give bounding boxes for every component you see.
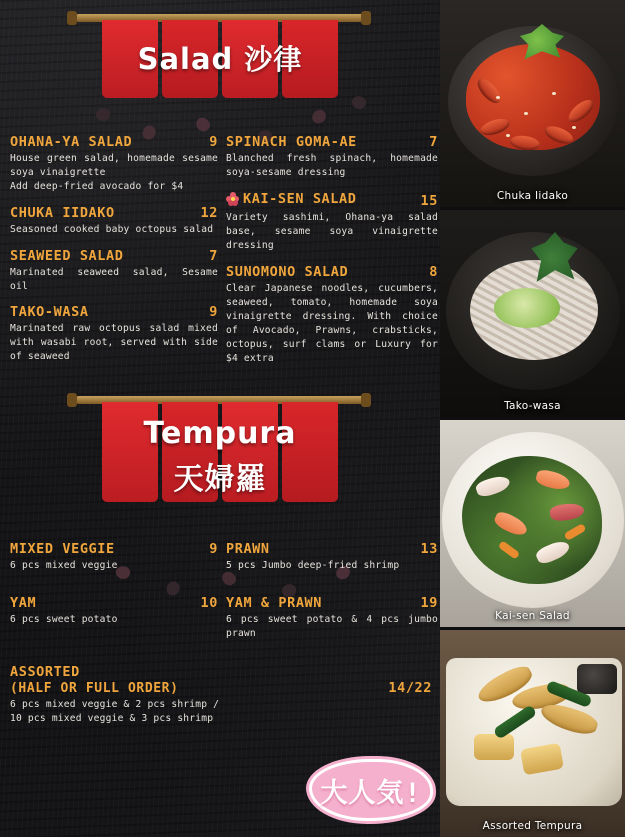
- menu-item-price: 13: [420, 541, 438, 558]
- menu-item-price: 10: [200, 595, 218, 612]
- menu-item-header: [10, 205, 218, 221]
- menu-item-description: Seasoned cooked baby octopus salad: [10, 223, 214, 235]
- banner-panels: [97, 382, 343, 502]
- sesame-seed: [572, 126, 576, 129]
- tempura-items-grid: [0, 537, 440, 652]
- menu-item-desc-line2: 10 pcs mixed veggie & 3 pcs shrimp: [10, 713, 214, 725]
- menu-item-description: Blanched fresh spinach, homemade soya-sesame dressing: [226, 153, 438, 178]
- popular-sticker-label: 大人気!: [320, 777, 422, 809]
- tempura-title-cn: 天婦羅: [173, 462, 267, 498]
- salad-section-banner: [97, 0, 343, 128]
- menu-item-prawn[interactable]: [226, 541, 438, 573]
- menu-item-price: 9: [209, 541, 218, 558]
- menu-item-description: 5 pcs Jumbo deep-fried shrimp: [226, 560, 400, 572]
- menu-item-name: SEAWEED SALAD: [10, 247, 124, 264]
- menu-item-header: [226, 264, 438, 280]
- menu-item-sunomono-salad[interactable]: [226, 264, 438, 365]
- sesame-seed: [496, 96, 500, 99]
- menu-item-name: YAM & PRAWN: [226, 595, 323, 612]
- menu-item-name: OHANA-YA SALAD: [10, 134, 133, 150]
- menu-item-description: Clear Japanese noodles, cucumbers, seaweed, tomato, homemade soya vinaigrette dressing. With choice of Avocado, Prawns, crabsticks, octopus, surf clams or Luxury for $4 extra: [226, 283, 438, 364]
- banner-panel: [162, 402, 218, 502]
- menu-item-name: ASSORTED: [10, 664, 80, 681]
- menu-item-price: 12: [200, 204, 218, 221]
- menu-item-name-with-icon: [226, 191, 356, 207]
- salad-column-right: [226, 134, 438, 376]
- menu-item-description: 6 pcs sweet potato & 4 pcs jumbo prawn: [226, 614, 438, 640]
- menu-item-header: [226, 134, 438, 150]
- banner-panel: [102, 20, 158, 98]
- menu-item-yam-and-prawn[interactable]: [226, 595, 438, 641]
- menu-item-description: Marinated raw octopus salad mixed with wasabi root, served with side of seaweed: [10, 323, 218, 363]
- menu-item-name: TAKO-WASA: [10, 304, 89, 321]
- dipping-sauce-bowl: [577, 664, 617, 694]
- menu-item-name-sub: (HALF OR FULL ORDER): [10, 681, 179, 697]
- menu-item-price: 15: [420, 193, 438, 210]
- photo-caption: Chuka Iidako: [496, 190, 569, 202]
- menu-item-description: [10, 698, 432, 726]
- menu-item-header: [10, 134, 218, 150]
- banner-panel: [222, 20, 278, 98]
- menu-item-price: 7: [429, 134, 438, 150]
- menu-item-spinach-goma-ae[interactable]: [226, 134, 438, 180]
- menu-item-name: YAM: [10, 595, 37, 612]
- menu-item-price: 8: [429, 264, 438, 281]
- salad-items-grid: [0, 128, 440, 376]
- tempura-column-left: [10, 541, 218, 652]
- menu-item-header: [226, 191, 438, 210]
- green-onion-garnish: [494, 288, 560, 328]
- menu-item-description: Variety sashimi, Ohana-ya salad base, sesame soya vinaigrette dressing: [226, 212, 438, 252]
- menu-item-name: KAI-SEN SALAD: [243, 190, 357, 207]
- menu-item-header: [10, 304, 218, 320]
- photo-column: [440, 0, 625, 837]
- menu-item-name: SPINACH GOMA-AE: [226, 134, 357, 150]
- menu-item-name: SUNOMONO SALAD: [226, 264, 349, 281]
- salad-title-en: Salad: [137, 42, 234, 76]
- photo-assorted-tempura: [440, 627, 625, 837]
- menu-item-price: 9: [209, 304, 218, 321]
- menu-item-header: [10, 248, 218, 264]
- menu-item-name: PRAWN: [226, 541, 270, 558]
- menu-item-yam[interactable]: [10, 595, 218, 627]
- menu-item-description: 6 pcs mixed veggie: [10, 560, 118, 572]
- photo-caption: Kai-sen Salad: [495, 610, 570, 622]
- banner-panel: [222, 402, 278, 502]
- menu-item-subtitle-row: [10, 680, 432, 696]
- flower-icon: [226, 192, 239, 205]
- menu-item-price: 9: [209, 134, 218, 150]
- banner-panel: [282, 402, 338, 502]
- menu-item-seaweed-salad[interactable]: [10, 248, 218, 294]
- salad-title-cn: 沙律: [244, 43, 303, 76]
- menu-item-price: 14/22: [388, 680, 432, 697]
- menu-item-kai-sen-salad[interactable]: [226, 191, 438, 253]
- menu-item-chuka-iidako[interactable]: [10, 205, 218, 237]
- tempura-section-banner: [97, 382, 343, 537]
- menu-item-header: [10, 595, 218, 611]
- sesame-seed: [552, 92, 556, 95]
- sesame-seed: [524, 112, 528, 115]
- menu-item-header: [226, 595, 438, 611]
- menu-item-tako-wasa[interactable]: [10, 304, 218, 364]
- salad-column-left: [10, 134, 218, 376]
- menu-item-desc-text: House green salad, homemade sesame soya vinaigrette: [10, 153, 218, 178]
- menu-item-assorted-tempura[interactable]: [0, 652, 440, 726]
- popular-sticker: [309, 759, 433, 821]
- tempura-column-right: [226, 541, 438, 652]
- menu-item-price: 7: [209, 247, 218, 264]
- menu-item-desc-extra: Add deep-fried avocado for $4: [10, 180, 184, 192]
- photo-chuka-iidako: [440, 0, 625, 207]
- menu-item-header: [10, 541, 218, 557]
- menu-item-header: [226, 541, 438, 557]
- banner-panel: [282, 20, 338, 98]
- photo-kai-sen-salad: [440, 417, 625, 627]
- menu-item-description: 6 pcs sweet potato: [10, 614, 118, 626]
- banner-panels: [97, 0, 343, 98]
- menu-item-name: CHUKA IIDAKO: [10, 204, 115, 221]
- banner-panel: [162, 20, 218, 98]
- tempura-title-en: Tempura: [143, 416, 297, 452]
- banner-panel: [102, 402, 158, 502]
- menu-item-price: 19: [420, 595, 438, 612]
- menu-item-ohana-ya-salad[interactable]: [10, 134, 218, 194]
- menu-item-description: Marinated seaweed salad, Sesame oil: [10, 266, 218, 292]
- photo-caption: Assorted Tempura: [482, 820, 583, 832]
- photo-tako-wasa: [440, 207, 625, 417]
- photo-caption: Tako-wasa: [504, 400, 561, 412]
- sesame-seed: [506, 134, 510, 137]
- menu-item-name: MIXED VEGGIE: [10, 541, 115, 558]
- menu-item-desc-line1: 6 pcs mixed veggie & 2 pcs shrimp /: [10, 699, 220, 711]
- tempura-vegetable: [474, 734, 514, 760]
- menu-item-mixed-veggie[interactable]: [10, 541, 218, 573]
- menu-item-description: [10, 152, 218, 194]
- menu-item-header: [10, 664, 432, 696]
